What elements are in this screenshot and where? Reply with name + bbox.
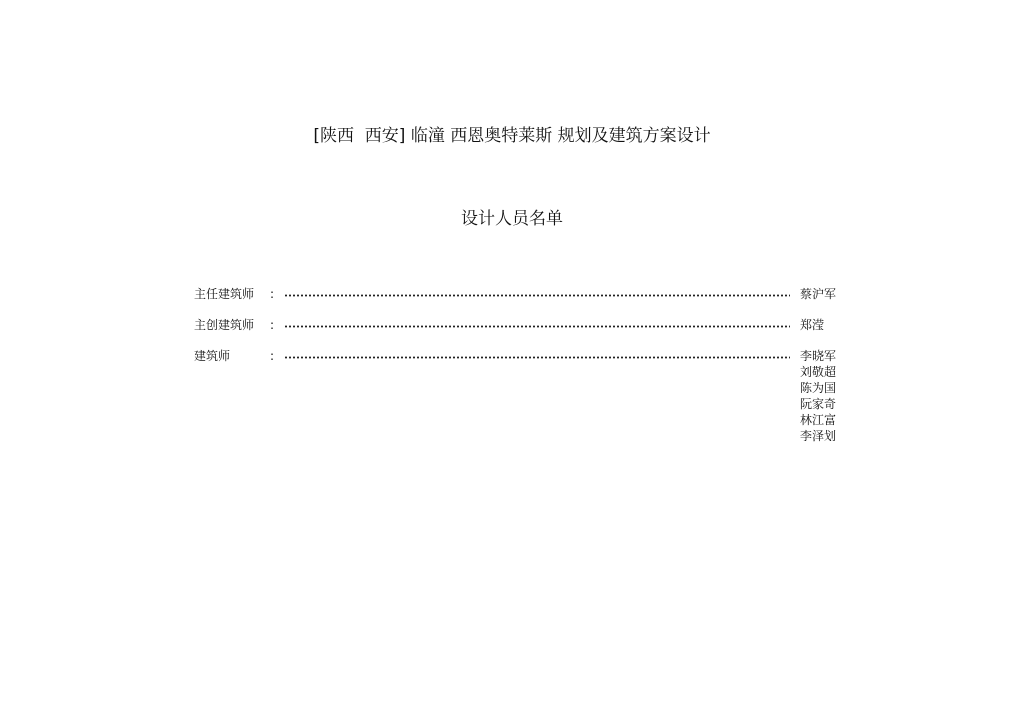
role-label: 主任建筑师	[194, 287, 255, 301]
staff-names	[800, 348, 836, 444]
staff-name: 蔡沪军	[800, 287, 837, 301]
role-colon: :	[270, 287, 275, 301]
staff-name: 林江富	[800, 413, 837, 427]
staff-name: 陈为国	[800, 381, 837, 395]
staff-name: 郑滢	[800, 318, 825, 332]
staff-name: 刘敬超	[800, 365, 837, 379]
role-colon: :	[270, 318, 275, 332]
staff-name: 李晓军	[800, 349, 837, 363]
staff-roster	[194, 286, 844, 443]
role-label: 主创建筑师	[194, 318, 255, 332]
document-subtitle: 设计人员名单	[461, 209, 563, 229]
document-title: [陕西 西安] 临潼 西恩奥特莱斯 规划及建筑方案设计	[313, 126, 711, 146]
roster-row-architects	[194, 348, 844, 443]
staff-names	[800, 286, 836, 302]
dot-leader	[284, 325, 790, 328]
staff-name: 阮家奇	[800, 397, 837, 411]
role-label: 建筑师	[194, 349, 231, 363]
staff-name: 李泽划	[800, 429, 837, 443]
dot-leader	[284, 356, 790, 359]
roster-row-chief-architect	[194, 286, 844, 302]
role-colon: :	[270, 349, 275, 363]
staff-names	[800, 317, 824, 333]
roster-row-lead-architect	[194, 317, 844, 333]
dot-leader	[284, 294, 790, 297]
